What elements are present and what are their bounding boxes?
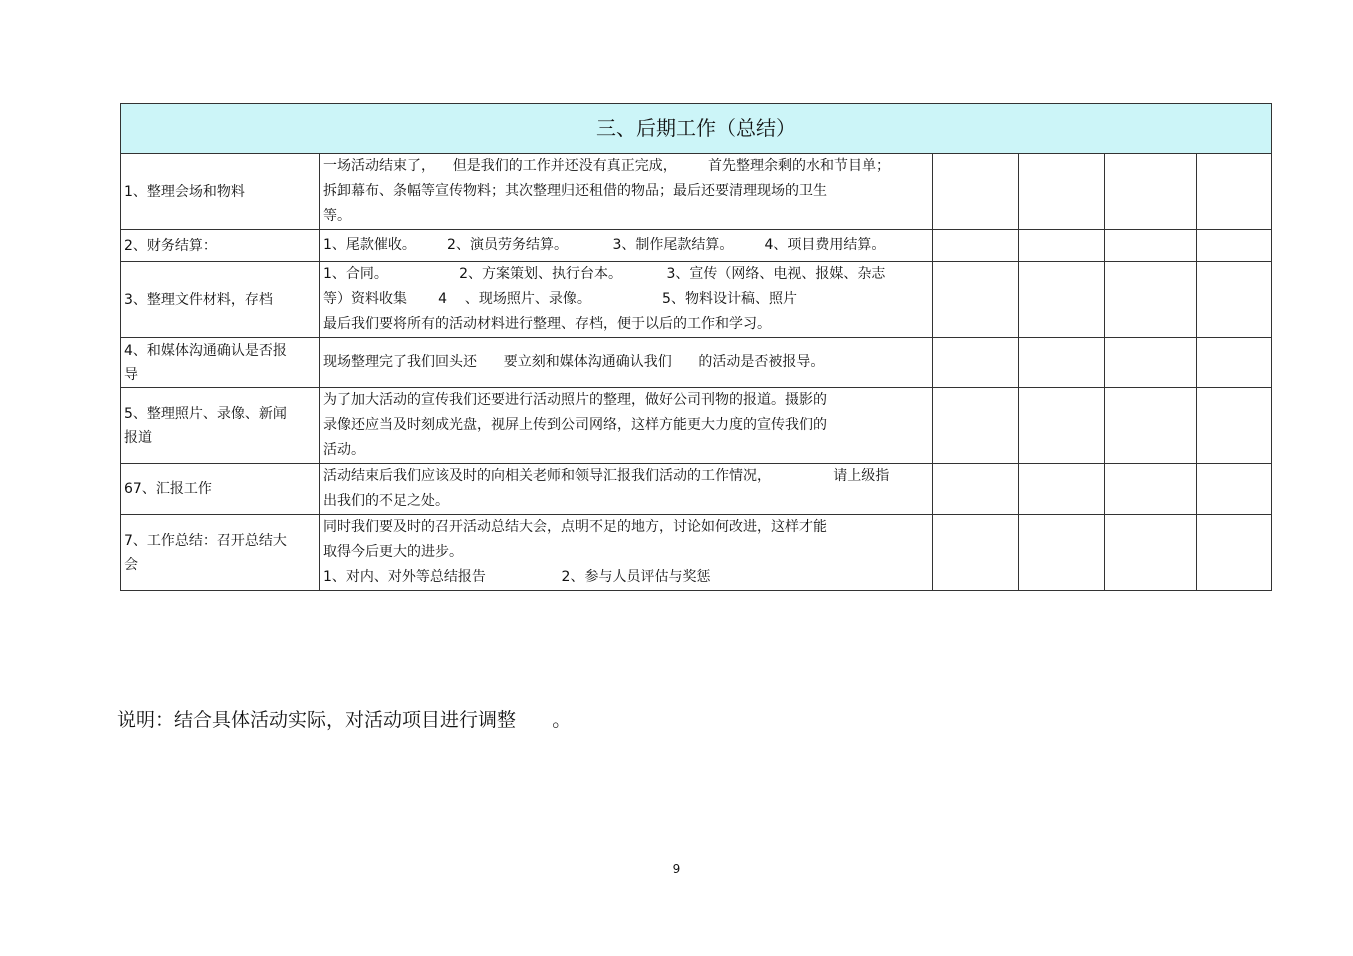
row-item-cell xyxy=(121,464,320,515)
item-line: 导 xyxy=(124,366,138,383)
empty-check-cell xyxy=(1019,515,1105,591)
table-row xyxy=(121,338,1272,388)
description-line: 出我们的不足之处。 xyxy=(323,493,449,509)
empty-check-cell xyxy=(1105,338,1197,388)
empty-check-cell xyxy=(1105,154,1197,230)
description-line: 活动结束后我们应该及时的向相关老师和领导汇报我们活动的工作情况， 请上级指 xyxy=(323,468,890,484)
description-line: 最后我们要将所有的活动材料进行整理、存档，便于以后的工作和学习。 xyxy=(323,316,771,332)
empty-check-cell xyxy=(1105,515,1197,591)
item-line: 5、整理照片、录像、新闻 xyxy=(124,405,287,422)
item-line: 7、工作总结：召开总结大 xyxy=(124,532,287,549)
empty-check-cell xyxy=(933,464,1019,515)
row-item-cell xyxy=(121,262,320,338)
empty-check-cell xyxy=(1197,262,1272,338)
table-row xyxy=(121,464,1272,515)
row-description-cell xyxy=(320,515,933,591)
empty-check-cell xyxy=(933,515,1019,591)
row-description-cell xyxy=(320,262,933,338)
item-line: 报道 xyxy=(124,429,152,446)
empty-check-cell xyxy=(1019,464,1105,515)
empty-check-cell xyxy=(1105,388,1197,464)
empty-check-cell xyxy=(1197,230,1272,262)
row-description-cell xyxy=(320,154,933,230)
empty-check-cell xyxy=(933,338,1019,388)
note-text: 说明：结合具体活动实际，对活动项目进行调整 。 xyxy=(117,709,572,731)
row-description-cell xyxy=(320,230,933,262)
empty-check-cell xyxy=(1197,154,1272,230)
description-line: 一场活动结束了， 但是我们的工作并还没有真正完成， 首先整理余剩的水和节目单； xyxy=(323,158,890,174)
table-row xyxy=(121,230,1272,262)
item-line: 1、整理会场和物料 xyxy=(124,183,245,200)
row-item-cell xyxy=(121,154,320,230)
description-line: 1、对内、对外等总结报告 2、参与人员评估与奖惩 xyxy=(323,569,711,585)
description-line: 等）资料收集 4 、现场照片、录像。 5、物料设计稿、照片 xyxy=(323,291,797,307)
empty-check-cell xyxy=(933,388,1019,464)
description-line: 等。 xyxy=(323,208,351,224)
table-title: 三、后期工作（总结） xyxy=(121,104,1272,154)
description-line: 取得今后更大的进步。 xyxy=(323,544,463,560)
description-line: 1、尾款催收。 2、演员劳务结算。 3、制作尾款结算。 4、项目费用结算。 xyxy=(323,237,886,253)
row-description-cell xyxy=(320,388,933,464)
item-line: 3、整理文件材料，存档 xyxy=(124,291,273,308)
description-line: 拆卸幕布、条幅等宣传物料；其次整理归还租借的物品；最后还要清理现场的卫生 xyxy=(323,183,827,199)
description-line: 现场整理完了我们回头还 要立刻和媒体沟通确认我们 的活动是否被报导。 xyxy=(323,354,825,370)
empty-check-cell xyxy=(933,154,1019,230)
table-row xyxy=(121,262,1272,338)
summary-work-table xyxy=(120,103,1272,591)
row-item-cell xyxy=(121,388,320,464)
item-line: 2、财务结算： xyxy=(124,237,217,254)
empty-check-cell xyxy=(1019,262,1105,338)
empty-check-cell xyxy=(1019,230,1105,262)
row-item-cell xyxy=(121,338,320,388)
empty-check-cell xyxy=(1197,388,1272,464)
empty-check-cell xyxy=(1197,338,1272,388)
row-description-cell xyxy=(320,338,933,388)
row-description-cell xyxy=(320,464,933,515)
table-body xyxy=(121,104,1272,591)
table-row xyxy=(121,515,1272,591)
row-item-cell xyxy=(121,515,320,591)
row-item-cell xyxy=(121,230,320,262)
page-number: 9 xyxy=(672,862,681,876)
empty-check-cell xyxy=(1105,262,1197,338)
empty-check-cell xyxy=(1197,464,1272,515)
empty-check-cell xyxy=(933,262,1019,338)
description-line: 录像还应当及时刻成光盘，视屏上传到公司网络，这样方能更大力度的宣传我们的 xyxy=(323,417,827,433)
item-line: 会 xyxy=(124,556,138,573)
description-line: 活动。 xyxy=(323,442,365,458)
item-line: 67、汇报工作 xyxy=(124,481,212,497)
description-line: 同时我们要及时的召开活动总结大会，点明不足的地方，讨论如何改进，这样才能 xyxy=(323,519,827,535)
table-header-row xyxy=(121,104,1272,154)
empty-check-cell xyxy=(1105,464,1197,515)
description-line: 为了加大活动的宣传我们还要进行活动照片的整理，做好公司刊物的报道。摄影的 xyxy=(323,392,827,408)
table-row xyxy=(121,388,1272,464)
description-line: 1、合同。 2、方案策划、执行台本。 3、宣传（网络、电视、报媒、杂志 xyxy=(323,266,886,282)
empty-check-cell xyxy=(1019,338,1105,388)
empty-check-cell xyxy=(1019,388,1105,464)
item-line: 4、和媒体沟通确认是否报 xyxy=(124,342,287,359)
empty-check-cell xyxy=(1019,154,1105,230)
empty-check-cell xyxy=(1197,515,1272,591)
empty-check-cell xyxy=(1105,230,1197,262)
table-row xyxy=(121,154,1272,230)
empty-check-cell xyxy=(933,230,1019,262)
